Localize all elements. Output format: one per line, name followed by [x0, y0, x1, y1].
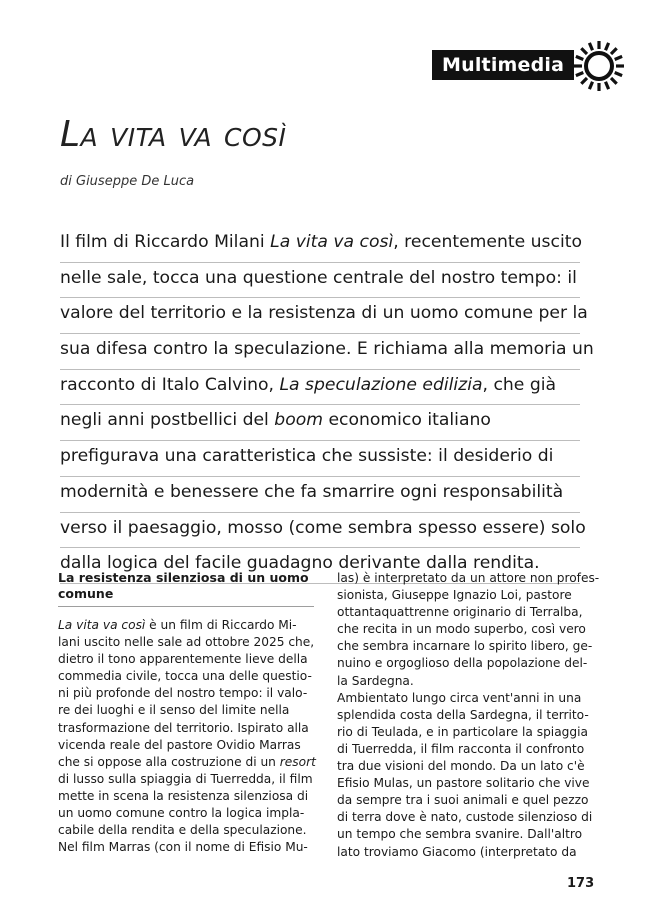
text-line: Il film di Riccardo Milani La vita va così, recentemente uscito — [60, 227, 580, 263]
article-title: La vita va così — [60, 114, 287, 155]
text-line: Efisio Mulas, un pastore solitario che vive — [337, 776, 590, 791]
text-line: prefigurava una caratteristica che sussiste: il desiderio di — [60, 441, 580, 477]
text-line: trasformazione del territorio. Ispirato alla — [58, 720, 309, 735]
text-line: Nel film Marras (con il nome di Efisio Mu- — [58, 840, 308, 855]
text-line: negli anni postbellici del boom economico italiano — [60, 405, 580, 441]
text-line: rio di Teulada, e in particolare la spiaggia — [337, 724, 588, 739]
text-line: nelle sale, tocca una questione centrale del nostro tempo: il — [60, 263, 580, 299]
text-line: che recita in un modo superbo, così vero — [337, 622, 586, 637]
text-line: un uomo comune contro la logica impla- — [58, 806, 305, 821]
text-line: lato troviamo Giacomo (interpretato da — [337, 844, 577, 859]
text-line: splendida costa della Sardegna, il territo- — [337, 707, 589, 722]
text-line: tra due visioni del mondo. Da un lato c'è — [337, 759, 585, 774]
intro-paragraph — [60, 227, 594, 584]
text-line: dalla logica del facile guadagno derivante dalla rendita. — [60, 548, 580, 584]
text-line: La vita va così è un film di Riccardo Mi- — [58, 618, 297, 632]
text-line: di lusso sulla spiaggia di Tuerredda, il film — [58, 771, 313, 786]
emphasis: boom — [274, 410, 323, 431]
section-heading: La resistenza silenziosa di un uomo comune — [58, 570, 314, 607]
text-line: cabile della rendita e della speculazione. — [58, 823, 307, 838]
text-line: re dei luoghi e il senso del limite nella — [58, 703, 290, 718]
text-line: sua difesa contro la speculazione. E richiama alla memoria un — [60, 334, 580, 370]
text-line: nuino e orgoglioso della popolazione del- — [337, 656, 588, 671]
text-line: da sempre tra i suoi animali e quel pezzo — [337, 793, 589, 808]
text-line: dietro il tono apparentemente lieve della — [58, 652, 308, 667]
text-line: sionista, Giuseppe Ignazio Loi, pastore — [337, 588, 572, 603]
section-badge: Multimedia — [432, 50, 574, 80]
text-line: vicenda reale del pastore Ovidio Marras — [58, 737, 301, 752]
text-line: che sembra incarnare lo spirito libero, ge- — [337, 639, 593, 654]
left-column-body — [58, 617, 314, 856]
text-line: lani uscito nelle sale ad ottobre 2025 che, — [58, 635, 315, 650]
text-line: Ambientato lungo circa vent'anni in una — [337, 690, 582, 705]
text-line: la Sardegna. — [337, 673, 414, 688]
text-line: ni più profonde del nostro tempo: il valo- — [58, 686, 308, 701]
text-line: modernità e benessere che fa smarrire ogni responsabilità — [60, 477, 580, 513]
page-number: 173 — [567, 876, 595, 891]
text-line: commedia civile, tocca una delle questio- — [58, 669, 312, 684]
text-line: di Tuerredda, il film racconta il confronto — [337, 741, 585, 756]
text-line: mette in scena la resistenza silenziosa di — [58, 788, 309, 803]
emphasis: resort — [279, 754, 316, 769]
left-column — [58, 570, 314, 856]
emphasis: La speculazione edilizia — [279, 374, 483, 395]
article-author: di Giuseppe De Luca — [60, 174, 195, 189]
emphasis: La vita va così — [270, 232, 394, 252]
text-line: las) è interpretato da un attore non profes- — [337, 571, 600, 585]
sun-icon — [571, 38, 627, 94]
text-line: che si oppose alla costruzione di un resort — [58, 754, 316, 769]
right-column — [337, 570, 600, 861]
text-line: un tempo che sembra svanire. Dall'altro — [337, 827, 583, 842]
text-line: verso il paesaggio, mosso (come sembra spesso essere) solo — [60, 513, 580, 549]
text-line: valore del territorio e la resistenza di un uomo comune per la — [60, 298, 580, 334]
right-column-body — [337, 570, 600, 861]
emphasis: La vita va così — [58, 618, 146, 632]
text-line: racconto di Italo Calvino, La speculazione edilizia, che già — [60, 370, 580, 406]
text-line: ottantaquattrenne originario di Terralba, — [337, 605, 583, 620]
text-line: di terra dove è nato, custode silenzioso di — [337, 810, 593, 825]
